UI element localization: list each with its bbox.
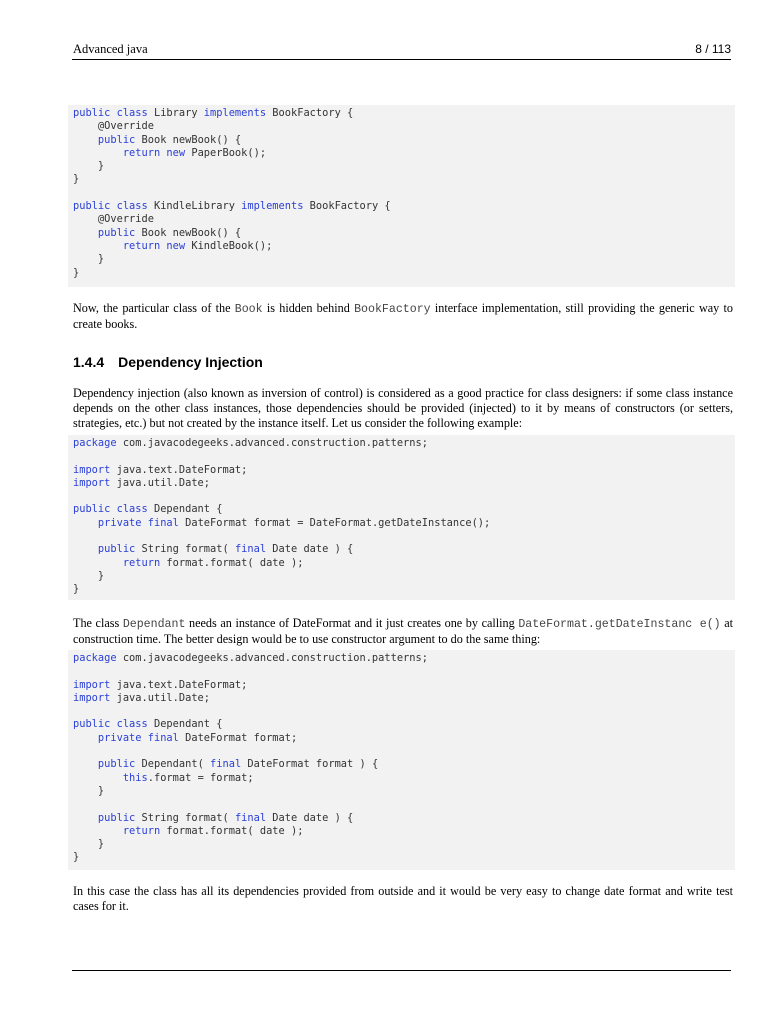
code-line	[73, 450, 735, 463]
section-title: Dependency Injection	[118, 354, 263, 370]
code-line: }	[73, 784, 105, 797]
code-line: public class Library implements BookFactory {	[73, 107, 354, 119]
code-line: }	[73, 851, 80, 864]
code-line: public String format( final Date date ) {	[97, 543, 354, 556]
code-text	[68, 650, 735, 865]
code-line: package com.javacodegeeks.advanced.construction.patterns;	[73, 437, 428, 449]
paragraph-dependant-explanation	[73, 616, 733, 647]
code-line: public class KindleLibrary implements BookFactory {	[73, 200, 391, 213]
code-line: import java.text.DateFormat;	[73, 463, 248, 476]
code-line	[73, 705, 735, 718]
code-text	[68, 435, 735, 597]
code-line: }	[73, 569, 105, 582]
paragraph-text: at construction time. The better design would be to use constructor argument to do the same thing:	[73, 616, 734, 646]
section-number: 1.4.4	[73, 354, 105, 370]
code-line: public Book newBook() {	[97, 226, 242, 239]
paragraph-text: Dependency injection (also known as inversion of control) is considered as a good practice for class designers: if some class instance depends on the other class instances, those dependencies should be provided (injected) to it by means of constructors (or setters, strategies, etc.) but not created by the instance itself. Let us consider the following example:	[73, 386, 733, 430]
code-line: private final DateFormat format;	[97, 731, 298, 744]
paragraph-text: is hidden behind	[262, 301, 355, 315]
code-line	[73, 490, 735, 503]
paragraph-text: The class	[73, 616, 123, 630]
footer-rule	[72, 970, 731, 971]
inline-code: BookFactory	[354, 303, 431, 316]
paragraph-conclusion	[73, 884, 733, 914]
code-line: this.format = format;	[122, 771, 254, 784]
code-line: public String format( final Date date ) {	[97, 811, 354, 824]
paragraph-book-factory	[73, 301, 733, 332]
code-line	[73, 745, 735, 758]
code-line: }	[73, 266, 80, 279]
code-line: public class Dependant {	[73, 503, 223, 516]
paragraph-text: interface implementation, still providing the generic way to create books.	[73, 301, 733, 331]
code-line: private final DateFormat format = DateFormat.getDateInstance();	[97, 516, 491, 529]
code-line	[73, 798, 735, 811]
code-line: return new KindleBook();	[122, 239, 273, 252]
inline-code: Dependant	[122, 618, 186, 631]
code-line	[73, 530, 735, 543]
code-line: package com.javacodegeeks.advanced.construction.patterns;	[73, 652, 428, 664]
paragraph-text: Now, the particular class of the	[73, 301, 235, 315]
code-block-dependant-1	[68, 435, 735, 600]
paragraph-text: In this case the class has all its dependencies provided from outside and it would be very easy to change date format and write test cases for it.	[73, 884, 733, 913]
code-line: public Book newBook() {	[97, 133, 242, 146]
paragraph-dependency-injection	[73, 386, 733, 431]
code-line: return new PaperBook();	[122, 146, 267, 159]
code-line	[73, 665, 735, 678]
document-title: Advanced java	[73, 42, 148, 56]
code-line: public class Dependant {	[73, 718, 223, 731]
paragraph-text: needs an instance of DateFormat and it just creates one by calling	[185, 616, 519, 630]
page-header	[72, 41, 731, 60]
code-line	[73, 187, 735, 200]
code-block-dependant-2	[68, 650, 735, 870]
section-heading	[73, 354, 263, 370]
inline-code: Book	[234, 303, 263, 316]
code-line: }	[73, 583, 80, 596]
code-line: return format.format( date );	[122, 556, 304, 569]
code-line: }	[73, 253, 105, 266]
code-line: public Dependant( final DateFormat format ) {	[97, 758, 379, 771]
code-line: @Override	[73, 120, 154, 133]
code-line: import java.util.Date;	[73, 476, 211, 489]
code-line: }	[73, 838, 105, 851]
code-line: return format.format( date );	[122, 824, 304, 837]
code-line: @Override	[73, 213, 154, 226]
code-text	[68, 105, 735, 280]
inline-code: DateFormat.getDateInstanc e()	[518, 618, 721, 631]
code-line: }	[73, 160, 105, 173]
page-number: 8 / 113	[695, 42, 731, 56]
code-block-library	[68, 105, 735, 287]
code-line: }	[73, 173, 80, 186]
code-line: import java.text.DateFormat;	[73, 678, 248, 691]
code-line: import java.util.Date;	[73, 691, 211, 704]
